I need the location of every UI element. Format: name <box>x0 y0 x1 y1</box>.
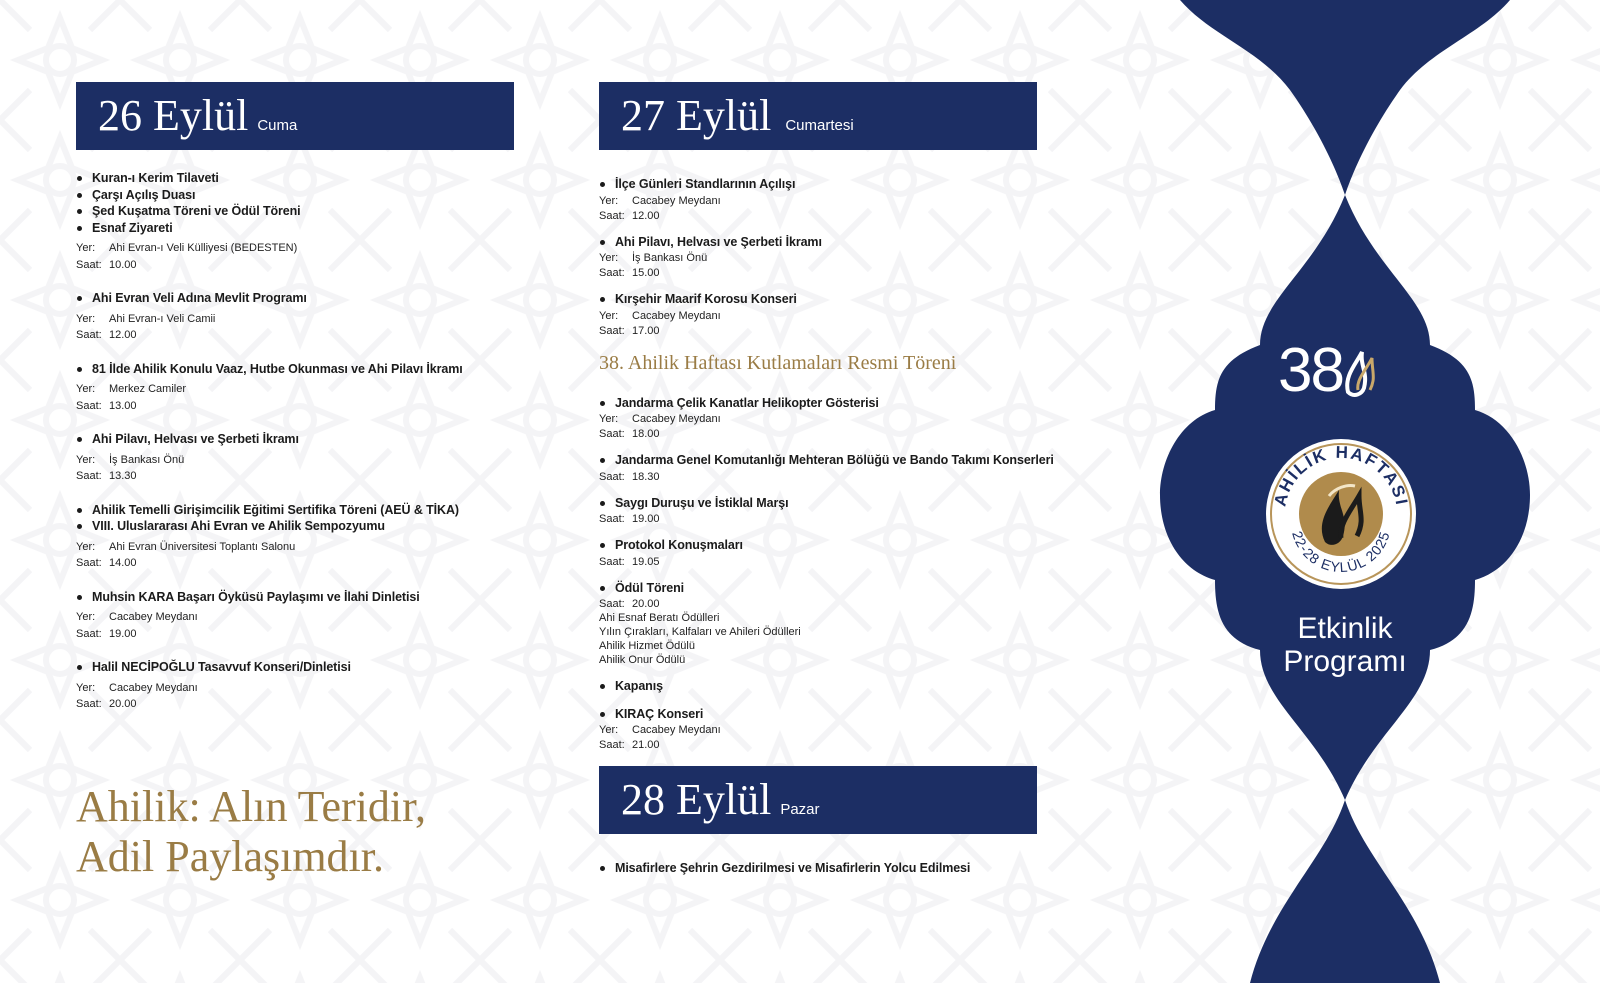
event-block <box>599 176 1119 223</box>
event-items <box>76 290 576 307</box>
time-row <box>599 324 1119 338</box>
time-label: Saat: <box>76 627 102 640</box>
emblem-text <box>1265 438 1417 590</box>
event-title: KIRAÇ Konseri <box>599 706 1119 723</box>
location-value: İş Bankası Önü <box>109 453 185 466</box>
time-row <box>599 470 1119 484</box>
location-value: Cacabey Meydanı <box>632 724 721 736</box>
time-row <box>599 209 1119 223</box>
location-row <box>76 452 576 469</box>
time-label: Saat: <box>599 470 625 483</box>
event-title: Çarşı Açılış Duası <box>76 187 576 204</box>
event-block <box>599 452 1119 484</box>
event-title: Misafirlere Şehrin Gezdirilmesi ve Misafirlerin Yolcu Edilmesi <box>599 860 1119 877</box>
location-value: Cacabey Meydanı <box>632 194 721 207</box>
time-label: Saat: <box>599 267 625 279</box>
event-block <box>599 706 1119 753</box>
event-title: Ödül Töreni <box>599 580 1119 597</box>
event-title: Kapanış <box>599 678 1119 695</box>
event-items <box>599 234 1119 251</box>
time-label: Saat: <box>76 258 102 271</box>
day-27-column <box>599 82 1119 877</box>
location-label: Yer: <box>76 312 96 325</box>
event-block <box>76 431 576 485</box>
location-value: Ahi Evran-ı Veli Külliyesi (BEDESTEN) <box>109 242 298 254</box>
event-title: Saygı Duruşu ve İstiklal Marşı <box>599 495 1119 512</box>
event-items <box>76 431 576 448</box>
event-title: İlçe Günleri Standlarının Açılışı <box>599 176 1119 193</box>
time-label: Saat: <box>76 557 102 569</box>
event-items <box>599 678 1119 695</box>
time-label: Saat: <box>599 209 625 222</box>
time-row <box>599 597 1119 611</box>
day-weekday: Pazar <box>780 801 820 818</box>
day-header-26 <box>76 82 514 150</box>
time-value: 19.05 <box>632 555 660 568</box>
time-label: Saat: <box>76 329 102 341</box>
event-title: Kırşehir Maarif Korosu Konseri <box>599 291 1119 308</box>
day-date: 28 Eylül <box>621 775 772 824</box>
day-26-column <box>76 82 576 730</box>
location-label: Yer: <box>76 383 96 395</box>
time-row <box>76 696 576 713</box>
location-value: Cacabey Meydanı <box>632 413 721 425</box>
event-title: Ahilik Temelli Girişimcilik Eğitimi Sertifika Töreni (AEÜ & TİKA) <box>76 502 576 519</box>
time-label: Saat: <box>599 513 625 525</box>
event-block <box>599 537 1119 569</box>
time-row <box>599 427 1119 441</box>
time-value: 13.30 <box>109 470 137 482</box>
event-title: Şed Kuşatma Töreni ve Ödül Töreni <box>76 203 576 220</box>
location-row <box>76 311 576 328</box>
time-label: Saat: <box>599 428 625 440</box>
edition-number: 38 <box>1278 336 1343 405</box>
location-row <box>599 723 1119 737</box>
location-label: Yer: <box>599 252 619 264</box>
location-value: Ahi Evran Üniversitesi Toplantı Salonu <box>109 540 296 553</box>
location-label: Yer: <box>76 540 96 553</box>
event-title: Jandarma Çelik Kanatlar Helikopter Gösterisi <box>599 395 1119 412</box>
event-list <box>599 860 1119 877</box>
event-block <box>76 361 576 415</box>
time-row <box>76 327 576 344</box>
time-row <box>76 398 576 415</box>
location-label: Yer: <box>76 242 96 254</box>
time-label: Saat: <box>76 399 102 412</box>
time-value: 20.00 <box>109 698 137 710</box>
location-value: Ahi Evran-ı Veli Camii <box>109 312 216 325</box>
event-block <box>599 234 1119 281</box>
time-row <box>599 512 1119 526</box>
day-header-28 <box>599 766 1037 834</box>
event-title: Esnaf Ziyareti <box>76 220 576 237</box>
emblem-top-text: AHİLİK HAFTASI <box>1270 442 1412 509</box>
location-label: Yer: <box>599 309 619 322</box>
location-row <box>76 609 576 626</box>
day-header-27 <box>599 82 1037 150</box>
event-items <box>599 537 1119 554</box>
location-label: Yer: <box>599 194 619 207</box>
time-label: Saat: <box>599 555 625 568</box>
location-value: Cacabey Meydanı <box>632 309 721 322</box>
time-row <box>76 626 576 643</box>
event-items <box>599 395 1119 412</box>
time-value: 19.00 <box>632 513 660 525</box>
award-line: Yılın Çırakları, Kalfaları ve Ahileri Ödülleri <box>599 626 801 638</box>
time-row <box>76 555 576 572</box>
time-value: 15.00 <box>632 267 660 279</box>
svg-text:22-28 EYLÜL 2025 <box>1289 529 1393 575</box>
event-items <box>599 706 1119 723</box>
event-title: Ahi Pilavı, Helvası ve Şerbeti İkramı <box>76 431 576 448</box>
event-items <box>599 580 1119 597</box>
program-title <box>1230 612 1460 678</box>
time-label: Saat: <box>76 698 102 710</box>
event-block <box>76 290 576 344</box>
location-row <box>599 194 1119 208</box>
location-row <box>599 251 1119 265</box>
event-title: Protokol Konuşmaları <box>599 537 1119 554</box>
event-block <box>76 170 576 273</box>
day-weekday: Cuma <box>257 117 298 134</box>
time-label: Saat: <box>599 598 625 610</box>
time-row <box>76 257 576 274</box>
svg-text:AHİLİK HAFTASI <box>1270 443 1411 508</box>
event-items <box>599 860 1119 877</box>
time-label: Saat: <box>599 739 625 751</box>
time-label: Saat: <box>76 470 102 482</box>
location-label: Yer: <box>76 453 96 466</box>
event-items <box>76 170 576 236</box>
event-list <box>76 170 576 713</box>
event-block <box>599 291 1119 338</box>
event-title: Kuran-ı Kerim Tilaveti <box>76 170 576 187</box>
location-label: Yer: <box>599 724 619 736</box>
event-items <box>76 502 576 535</box>
program-title-line-2: Programı <box>1283 645 1407 678</box>
event-title: Muhsin KARA Başarı Öyküsü Paylaşımı ve İlahi Dinletisi <box>76 589 576 606</box>
time-row <box>599 738 1119 752</box>
location-label: Yer: <box>76 611 96 623</box>
event-items <box>76 361 576 378</box>
slogan <box>76 782 426 882</box>
event-items <box>599 495 1119 512</box>
event-items <box>599 176 1119 193</box>
event-block <box>599 395 1119 442</box>
time-value: 12.00 <box>632 209 660 222</box>
award-line: Ahilik Hizmet Ödülü <box>599 640 695 652</box>
location-value: Merkez Camiler <box>109 383 187 395</box>
event-items <box>599 291 1119 308</box>
time-value: 21.00 <box>632 739 660 751</box>
day-date: 26 Eylül <box>98 91 249 140</box>
location-value: İş Bankası Önü <box>632 252 708 264</box>
time-value: 19.00 <box>109 627 137 640</box>
time-row <box>599 266 1119 280</box>
event-title: VIII. Uluslararası Ahi Evran ve Ahilik Sempozyumu <box>76 518 576 535</box>
ceremony-title: 38. Ahilik Haftası Kutlamaları Resmi Töreni <box>599 351 957 374</box>
slogan-line-1: Ahilik: Alın Teridir, <box>76 782 427 831</box>
ceremony-event-list <box>599 395 1119 753</box>
program-title-line-1: Etkinlik <box>1297 612 1393 645</box>
location-row <box>599 309 1119 323</box>
flame-icon <box>1342 340 1378 400</box>
event-title: Jandarma Genel Komutanlığı Mehteran Bölüğü ve Bando Takımı Konserleri <box>599 452 1119 469</box>
time-value: 20.00 <box>632 598 660 610</box>
event-block <box>599 495 1119 527</box>
edition-badge <box>1278 336 1343 406</box>
location-row <box>76 539 576 556</box>
day-weekday: Cumartesi <box>785 117 854 134</box>
time-value: 12.00 <box>109 329 137 341</box>
time-value: 18.00 <box>632 428 660 440</box>
event-title: Halil NECİPOĞLU Tasavvuf Konseri/Dinletisi <box>76 659 576 676</box>
award-line: Ahilik Onur Ödülü <box>599 654 686 666</box>
time-row <box>599 555 1119 569</box>
location-label: Yer: <box>599 413 619 425</box>
emblem-bottom-text: 22-28 EYLÜL 2025 <box>1289 529 1393 576</box>
location-value: Cacabey Meydanı <box>109 681 198 694</box>
location-row <box>76 680 576 697</box>
event-title: Ahi Pilavı, Helvası ve Şerbeti İkramı <box>599 234 1119 251</box>
day-28-section <box>599 766 1119 877</box>
location-value: Cacabey Meydanı <box>109 611 198 623</box>
location-row <box>599 412 1119 426</box>
slogan-line-2: Adil Paylaşımdır. <box>76 832 384 881</box>
time-label: Saat: <box>599 324 625 337</box>
day-date: 27 Eylül <box>621 91 772 140</box>
time-value: 13.00 <box>109 399 137 412</box>
event-block <box>599 580 1119 668</box>
event-block <box>76 589 576 643</box>
event-block <box>76 659 576 713</box>
event-block <box>599 678 1119 695</box>
event-items <box>76 589 576 606</box>
location-row <box>76 240 576 257</box>
event-title: 81 İlde Ahilik Konulu Vaaz, Hutbe Okunması ve Ahi Pilavı İkramı <box>76 361 576 378</box>
event-list <box>599 176 1119 338</box>
event-items <box>599 452 1119 469</box>
time-value: 17.00 <box>632 324 660 337</box>
event-items <box>76 659 576 676</box>
event-block <box>76 502 576 572</box>
location-row <box>76 381 576 398</box>
event-title: Ahi Evran Veli Adına Mevlit Programı <box>76 290 576 307</box>
time-row <box>76 468 576 485</box>
award-line: Ahi Esnaf Beratı Ödülleri <box>599 612 720 624</box>
time-value: 18.30 <box>632 470 660 483</box>
location-label: Yer: <box>76 681 96 694</box>
time-value: 14.00 <box>109 557 137 569</box>
time-value: 10.00 <box>109 258 137 271</box>
